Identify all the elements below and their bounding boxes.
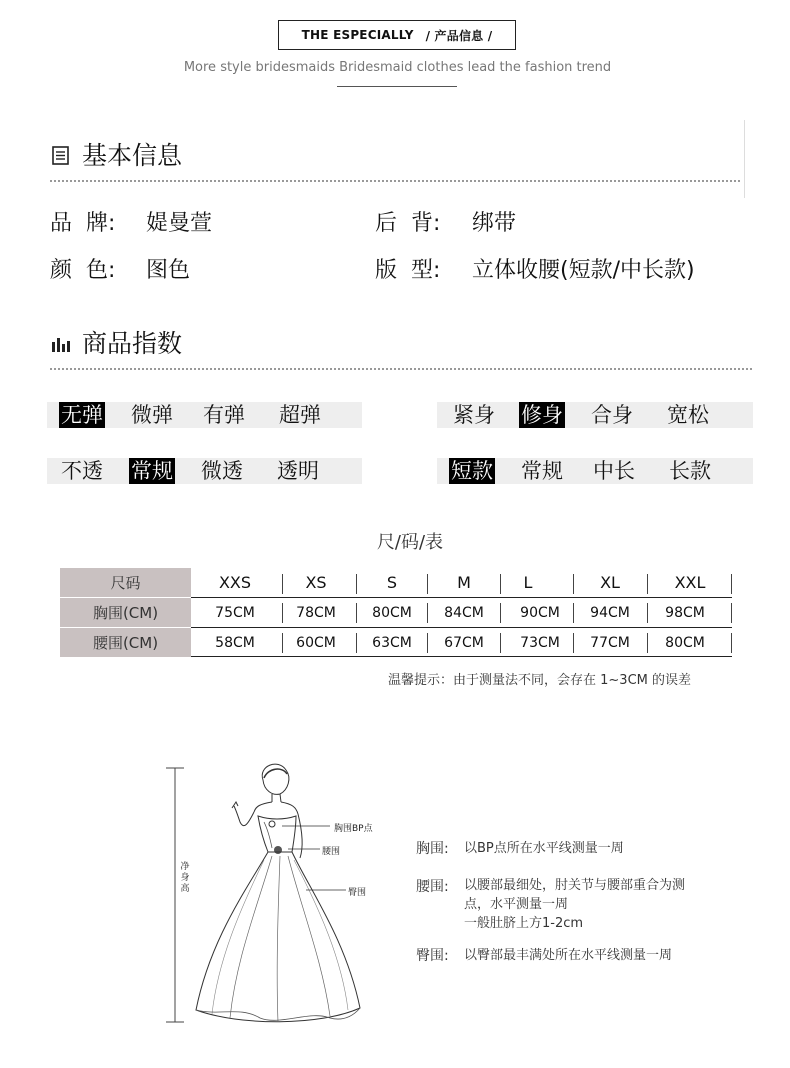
col-separator (427, 603, 428, 623)
fit-option-loose: 宽松 (667, 403, 709, 427)
col-separator (731, 633, 732, 653)
waist-value-m: 67CM (444, 634, 484, 651)
length-option-midi: 中长 (593, 459, 635, 483)
sheer-option-transparent: 透明 (277, 459, 319, 483)
header-divider (337, 86, 457, 87)
row-divider (191, 656, 732, 657)
col-separator (731, 603, 732, 623)
color-label: 颜 色: (50, 258, 116, 283)
waist-value-xxl: 80CM (665, 634, 705, 651)
waist-value-xs: 60CM (296, 634, 336, 651)
size-s: S (386, 573, 398, 592)
fit-label: 版 型: (375, 258, 441, 283)
size-xxl: XXL (674, 573, 706, 592)
col-separator (647, 603, 648, 623)
col-separator (356, 633, 357, 653)
product-index-heading (50, 324, 182, 360)
brand-english: THE ESPECIALLY (301, 28, 414, 42)
col-separator (647, 574, 648, 594)
bust-row-label: 胸围(CM) (60, 598, 191, 627)
waist-tag: 腰围 (322, 847, 341, 857)
back-label: 后 背: (375, 211, 441, 236)
col-separator (356, 574, 357, 594)
basic-info-title: 基本信息 (82, 141, 183, 170)
size-xs: XS (305, 573, 327, 592)
waist-note-line-3: 一般肚脐上方1-2cm (464, 916, 584, 931)
fit-option-regular: 合身 (591, 403, 633, 427)
sheer-option-normal: 常规 (131, 459, 173, 483)
col-separator (356, 603, 357, 623)
length-option-normal: 常规 (521, 459, 563, 483)
size-l: L (523, 573, 533, 592)
brand-label: 品 牌: (50, 211, 116, 236)
col-separator (282, 603, 283, 623)
bar-chart-icon (50, 331, 72, 353)
size-tip: 温馨提示：由于测量法不同，会存在 1~3CM 的误差 (388, 673, 691, 688)
stretch-option-some: 有弹 (203, 403, 245, 427)
basic-info-dotted-divider (50, 180, 740, 182)
size-table-title: 尺/码/表 (376, 532, 444, 553)
hip-note-text: 以臀部最丰满处所在水平线测量一周 (464, 948, 673, 963)
col-separator (427, 574, 428, 594)
col-separator (282, 574, 283, 594)
product-index-title: 商品指数 (82, 329, 183, 358)
stretch-option-super: 超弹 (279, 403, 321, 427)
stretch-index-row (47, 402, 362, 428)
waist-value-xxs: 58CM (215, 634, 255, 651)
sheer-option-slight: 微透 (201, 459, 243, 483)
col-separator (573, 603, 574, 623)
bust-value-xxl: 98CM (665, 604, 705, 621)
fit-value: 立体收腰(短款/中长款) (472, 258, 695, 283)
bust-note-label: 胸围: (416, 841, 449, 857)
size-xxs: XXS (218, 573, 252, 592)
bust-value-l: 90CM (520, 604, 560, 621)
bust-value-xxs: 75CM (215, 604, 255, 621)
back-value: 绑带 (472, 211, 517, 236)
bust-note-text: 以BP点所在水平线测量一周 (464, 841, 624, 856)
col-separator (500, 603, 501, 623)
color-value: 图色 (146, 258, 191, 283)
stretch-option-slight: 微弹 (131, 403, 173, 427)
fit-option-slim: 修身 (521, 403, 563, 427)
length-index-row (437, 458, 753, 484)
waist-value-l: 73CM (520, 634, 560, 651)
fit-option-tight: 紧身 (453, 403, 495, 427)
col-separator (647, 633, 648, 653)
header-title-box (278, 20, 516, 50)
bp-point-tag: 胸围BP点 (334, 824, 373, 834)
header-subtitle: More style bridesmaids Bridesmaid clothes lead the fashion trend (183, 60, 612, 75)
bust-value-s: 80CM (372, 604, 412, 621)
col-separator (282, 633, 283, 653)
bust-value-xl: 94CM (590, 604, 630, 621)
length-option-long: 长款 (669, 459, 711, 483)
document-list-icon (50, 143, 72, 165)
size-header-row (60, 568, 732, 598)
sheerness-index-row (47, 458, 362, 484)
waist-row-label: 腰围(CM) (60, 628, 191, 657)
col-separator (500, 633, 501, 653)
bust-value-xs: 78CM (296, 604, 336, 621)
col-separator (427, 633, 428, 653)
col-separator (731, 574, 732, 594)
bust-row (60, 598, 732, 628)
length-option-short: 短款 (451, 459, 493, 483)
waist-note-line-2: 点，水平测量一周 (464, 897, 569, 912)
waist-value-xl: 77CM (590, 634, 630, 651)
waist-note-line-1: 以腰部最细处，肘关节与腰部重合为测 (464, 878, 686, 893)
hip-tag: 臀围 (348, 888, 367, 898)
right-edge-rule (744, 120, 745, 198)
col-separator (500, 574, 501, 594)
size-m: M (457, 573, 471, 592)
fit-index-row (437, 402, 753, 428)
stretch-option-none: 无弹 (61, 403, 103, 427)
brand-chinese: / 产品信息 / (425, 28, 493, 43)
bust-value-m: 84CM (444, 604, 484, 621)
sheer-option-opaque: 不透 (61, 459, 103, 483)
waist-value-s: 63CM (372, 634, 412, 651)
waist-row (60, 628, 732, 658)
height-tag: 净身高 (180, 862, 190, 894)
waist-note-label: 腰围: (416, 879, 449, 895)
col-separator (573, 574, 574, 594)
basic-info-heading (50, 136, 182, 172)
size-xl: XL (600, 573, 620, 592)
col-separator (573, 633, 574, 653)
size-header-label: 尺码 (60, 568, 191, 597)
product-index-dotted-divider (50, 368, 752, 370)
hip-note-label: 臀围: (416, 948, 449, 964)
brand-value: 媞曼萱 (146, 211, 213, 236)
